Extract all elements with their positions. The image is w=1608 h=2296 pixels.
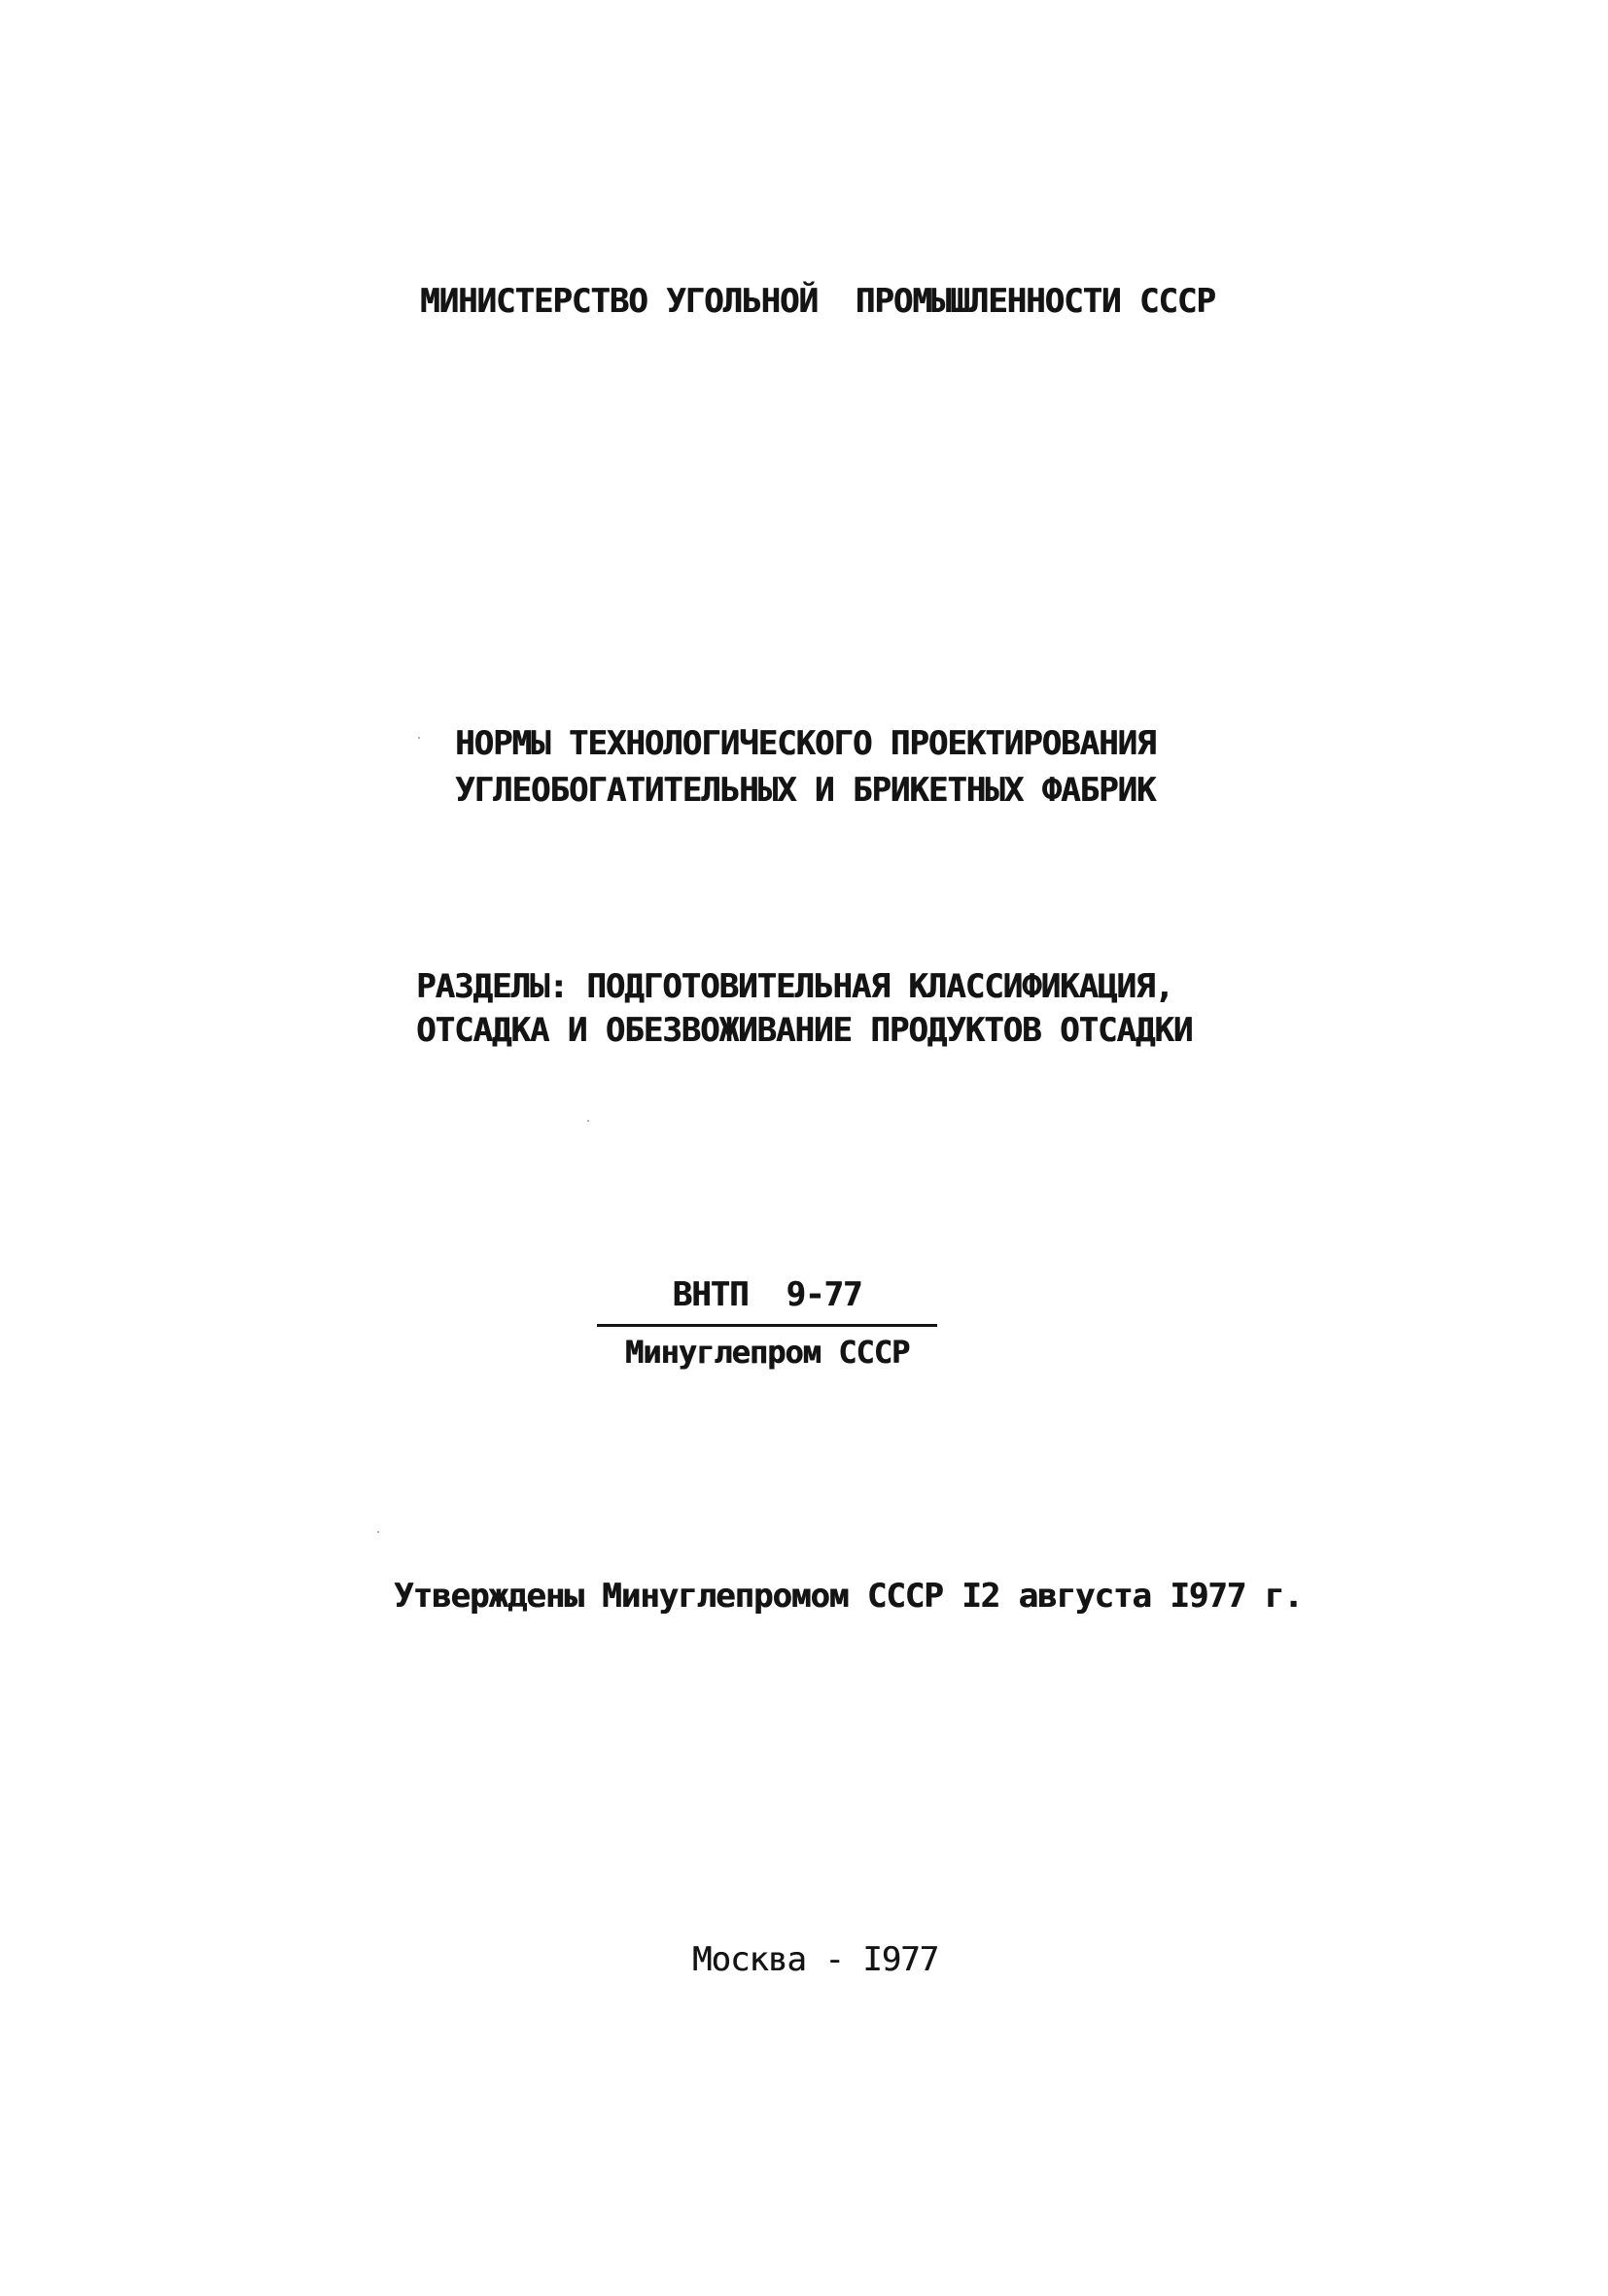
designation-block [597,1273,937,1372]
approval-statement: Утверждены Минуглепромом СССР I2 августа I977 г. [394,1577,1303,1616]
scan-speck [418,737,420,739]
document-title-line-2: УГЛЕОБОГАТИТЕЛЬНЫХ И БРИКЕТНЫХ ФАБРИК [455,771,1156,810]
sections-line-1: РАЗДЕЛЫ: ПОДГОТОВИТЕЛЬНАЯ КЛАССИФИКАЦИЯ, [416,967,1173,1006]
document-code: ВНТП 9-77 [672,1275,862,1314]
ministry-heading: МИНИСТЕРСТВО УГОЛЬНОЙ ПРОМЫШЛЕННОСТИ СССР [420,282,1215,321]
place-and-year: Москва - I977 [692,1940,939,1979]
document-title-line-1: НОРМЫ ТЕХНОЛОГИЧЕСКОГО ПРОЕКТИРОВАНИЯ [455,724,1156,763]
scan-speck [587,1120,589,1122]
designation-rule [597,1324,937,1327]
scan-speck [377,1531,379,1533]
sections-line-2: ОТСАДКА И ОБЕЗВОЖИВАНИЕ ПРОДУКТОВ ОТСАДКИ [416,1011,1193,1050]
issuing-organization: Минуглепром СССР [624,1334,910,1371]
